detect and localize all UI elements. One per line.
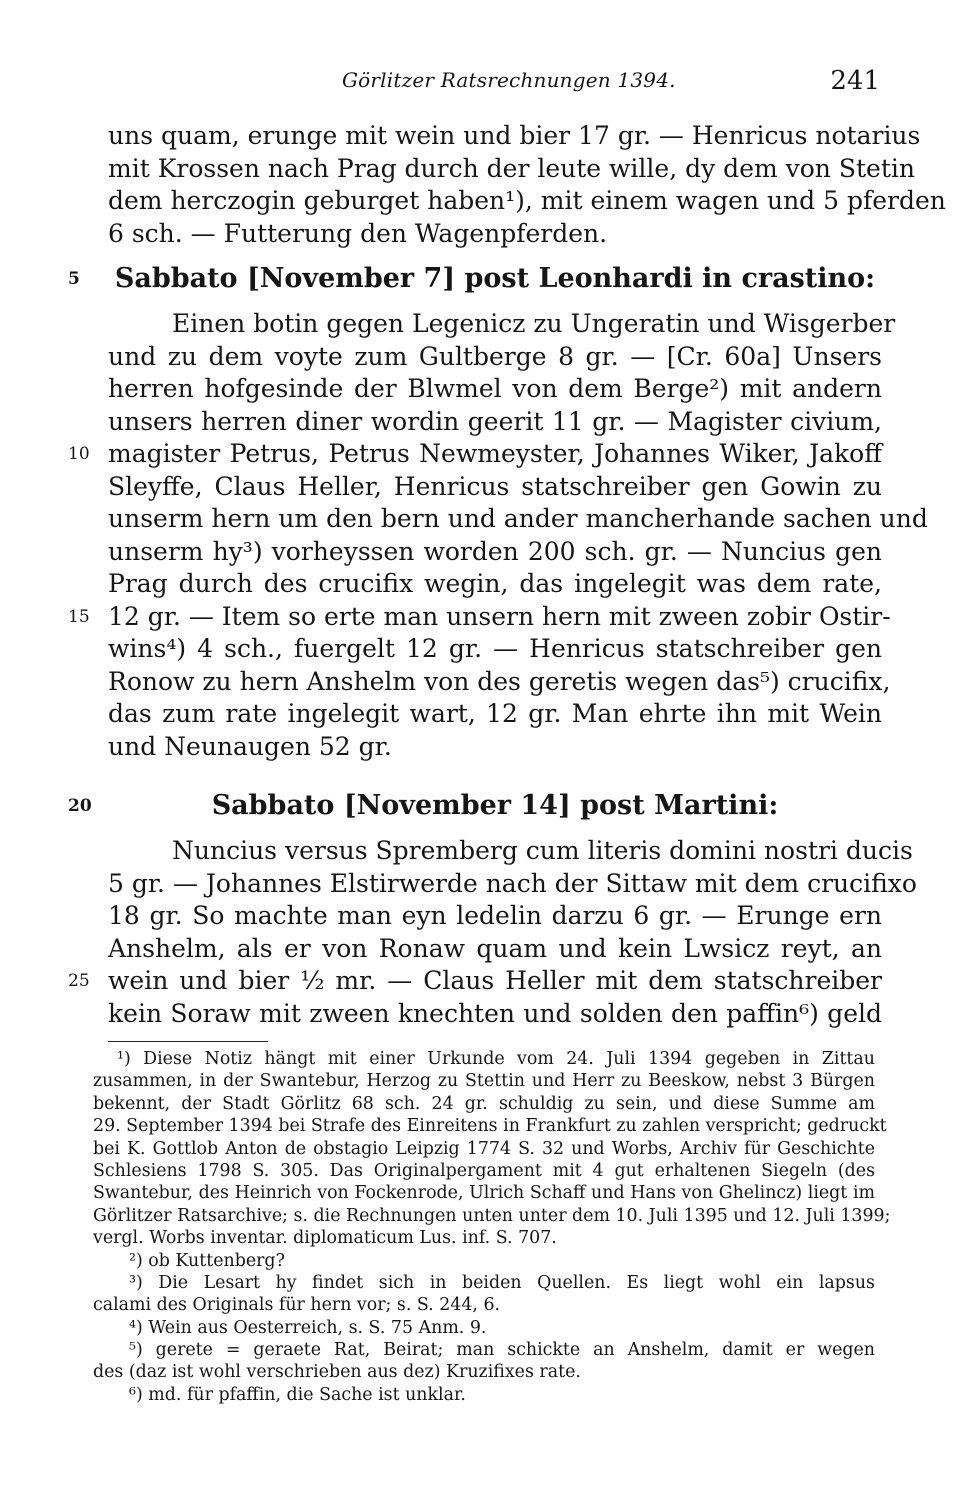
text-line: dem herczogin geburget haben¹), mit einem wagen und 5 pferden <box>108 186 946 215</box>
text-line-10 <box>68 438 882 471</box>
running-header <box>0 66 960 106</box>
line-number: 25 <box>68 971 90 991</box>
text-line: und Neunaugen 52 gr. <box>108 731 392 761</box>
text-line: Prag durch des crucifix wegin, das ingelegit was dem rate, <box>108 569 882 598</box>
section-heading-1 <box>68 250 882 308</box>
text-line: Nuncius versus Spremberg cum literis domini nostri ducis <box>172 836 913 865</box>
text-line-25 <box>68 965 882 998</box>
text-line: Einen botin gegen Legenicz zu Ungeratin und Wisgerber <box>172 309 896 338</box>
text-line-content: 12 gr. — Item so erte man unsern hern mit zween zobir Ostir- <box>108 601 891 631</box>
footnote-line: ⁴) Wein aus Oesterreich, s. S. 75 Anm. 9. <box>129 1317 487 1338</box>
footnotes <box>93 1048 891 1406</box>
text-line-content: wein und bier ½ mr. — Claus Heller mit dem statschreiber <box>108 966 882 995</box>
footnote-line: Schlesiens 1798 S. 305. Das Originalpergament mit 4 gut erhaltenen Siegeln (des <box>93 1160 875 1181</box>
line-number: 10 <box>68 444 90 464</box>
footnote-line: ³) Die Lesart hy findet sich in beiden Quellen. Es liegt wohl ein lapsus <box>129 1272 875 1293</box>
text-line: Sleyffe, Claus Heller, Henricus statschreiber gen Gowin zu <box>108 471 882 501</box>
footnote-line: 29. September 1394 bei Strafe des Einreitens in Frankfurt zu zahlen verspricht; gedruckt <box>93 1116 887 1137</box>
running-title: Görlitzer Ratsrechnungen 1394. <box>342 68 676 92</box>
text-line: unserm hern um den bern und ander mancherhande sachen und <box>108 504 928 533</box>
footnote-line: ²) ob Kuttenberg? <box>129 1250 285 1271</box>
footnote-line: ⁵) gerete = geraete Rat, Beirat; man schickte an Anshelm, damit er wegen <box>129 1340 875 1361</box>
text-line: und zu dem voyte zum Gultberge 8 gr. — [Cr. 60a] Unsers <box>108 341 882 371</box>
page-number: 241 <box>830 66 880 96</box>
section-heading-text: Sabbato [November 7] post Leonhardi in crastino: <box>114 263 876 294</box>
text-line: mit Krossen nach Prag durch der leute wille, dy dem von Stetin <box>108 153 915 183</box>
line-number: 20 <box>68 796 92 816</box>
section-heading-2 <box>68 777 882 835</box>
section-heading-text: Sabbato [November 14] post Martini: <box>211 790 779 821</box>
text-line-content: magister Petrus, Petrus Newmeyster, Johannes Wiker, Jakoff <box>108 439 882 468</box>
text-line: 5 gr. — Johannes Elstirwerde nach der Sittaw mit dem crucifixo <box>108 868 917 898</box>
text-line: das zum rate ingelegit wart, 12 gr. Man ehrte ihn mit Wein <box>108 699 882 728</box>
line-number: 15 <box>68 606 90 627</box>
footnote-line: Görlitzer Ratsarchive; s. die Rechnungen unten unter dem 10. Juli 1395 und 12. Juli 1399; <box>93 1205 891 1226</box>
text-line-15 <box>68 601 891 634</box>
text-line: Anshelm, als er von Ronaw quam und kein Lwsicz reyt, an <box>108 933 882 963</box>
text-line: kein Soraw mit zween knechten und solden den paffin⁶) geld <box>108 998 882 1028</box>
text-line: unsers herren diner wordin geerit 11 gr. — Magister civium, <box>108 406 882 436</box>
text-line: wins⁴) 4 sch., fuergelt 12 gr. — Henricus statschreiber gen <box>108 634 882 663</box>
text-line: uns quam, erunge mit wein und bier 17 gr. — Henricus notarius <box>108 121 921 150</box>
footnote-line: bei K. Gottlob Anton de obstagio Leipzig 1774 S. 32 und Worbs, Archiv für Geschichte <box>93 1138 875 1159</box>
footnote-line: ¹) Diese Notiz hängt mit einer Urkunde vom 24. Juli 1394 gegeben in Zittau <box>117 1049 875 1069</box>
footnote-line: zusammen, in der Swantebur, Herzog zu Stettin und Herr zu Beeskow, nebst 3 Bürgen <box>93 1071 875 1092</box>
text-line: 18 gr. So machte man eyn ledelin darzu 6 gr. — Erunge ern <box>108 901 882 930</box>
footnote-line: bekennt, der Stadt Görlitz 68 sch. 24 gr. schuldig zu sein, und diese Summe am <box>93 1093 875 1114</box>
body-text <box>68 120 946 1030</box>
footnote-line: des (daz ist wohl verschrieben aus dez) Kruzifixes rate. <box>93 1362 581 1383</box>
footnote-line: Swantebur, des Heinrich von Fockenrode, Ulrich Schaff und Hans von Ghelincz) liegt im <box>93 1183 875 1204</box>
line-number: 5 <box>68 269 80 289</box>
footnote-line: ⁶) md. für pfaffin, die Sache ist unklar. <box>129 1384 466 1405</box>
text-line: unserm hy³) vorheyssen worden 200 sch. gr. — Nuncius gen <box>108 536 882 566</box>
text-line: 6 sch. — Futterung den Wagenpferden. <box>108 218 608 248</box>
footnote-line: vergl. Worbs inventar. diplomaticum Lus. inf. S. 707. <box>93 1228 557 1249</box>
text-line: Ronow zu hern Anshelm von des geretis wegen das⁵) crucifix, <box>108 666 891 696</box>
text-line: herren hofgesinde der Blwmel von dem Berge²) mit andern <box>108 374 882 403</box>
footnote-divider <box>108 1041 268 1042</box>
footnote-line: calami des Originals für hern vor; s. S. 244, 6. <box>93 1295 501 1316</box>
